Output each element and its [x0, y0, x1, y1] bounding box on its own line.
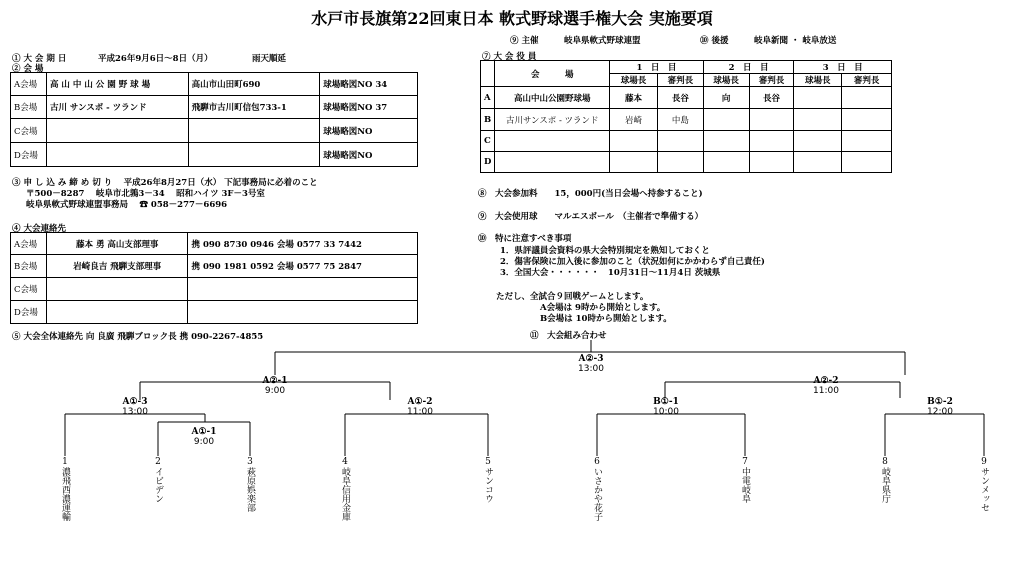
- host-name: 岐阜県軟式野球連盟: [564, 36, 641, 46]
- bracket-node-a21: [245, 376, 305, 396]
- team-number: 9: [981, 457, 987, 467]
- team-number: 1: [62, 457, 68, 467]
- bracket-node-a22: [796, 376, 856, 396]
- team-number: 6: [594, 457, 600, 467]
- application-deadline: ③ 申 し 込 み 締 め 切 り 平成26年8月27日（水） 下記事務局に必着のこと: [12, 178, 318, 188]
- officers-label: ⑦ 大 会 役 員: [482, 52, 537, 62]
- note-item: 3．全国大会・・・・・・ 10月31日～11月4日 茨城県: [500, 268, 721, 278]
- team-number: 7: [742, 457, 748, 467]
- bracket-node-final: [561, 354, 621, 374]
- note-extra: B会場は 10時から開始とします。: [540, 314, 672, 324]
- team-name: イビデン: [153, 467, 163, 503]
- venue-label: ② 会 場: [12, 64, 44, 74]
- note-item: 2．傷害保険に加入後に参加のこと（状況如何にかかわらず自己責任): [500, 257, 765, 267]
- officer-cell: 中島: [657, 109, 703, 131]
- contact-key: C会場: [11, 278, 47, 301]
- node-time: 11:00: [407, 407, 433, 417]
- team-name: 岐阜県庁: [880, 467, 890, 503]
- officer-cell: 向: [703, 87, 749, 109]
- team-entry: [482, 457, 494, 503]
- team-entry: [152, 457, 164, 503]
- officers-key: C: [481, 131, 495, 152]
- venue-key: A会場: [11, 73, 47, 96]
- team-entry: [244, 457, 256, 512]
- venue-map: 球場略図NO: [320, 119, 418, 143]
- node-time: 13:00: [122, 407, 148, 417]
- entry-fee: ⑧ 大会参加料 15，000円(当日会場へ持参すること): [478, 189, 703, 199]
- officers-venue: 高山中山公園野球場: [495, 87, 610, 109]
- team-name: 濃飛西濃運輸: [60, 467, 70, 521]
- host-label: ⑨ 主催: [510, 36, 539, 46]
- page-title: 水戸市長旗第22回東日本 軟式野球選手権大会 実施要項: [311, 9, 713, 28]
- team-name: 萩原娯楽部: [245, 467, 255, 512]
- team-number: 2: [155, 457, 161, 467]
- venue-key: B会場: [11, 96, 47, 119]
- team-name: 岐阜信用金庫: [340, 467, 350, 521]
- team-name: 中電岐阜: [740, 467, 750, 503]
- node-label: A①-2: [407, 397, 433, 407]
- venue-key: C会場: [11, 119, 47, 143]
- team-number: 4: [342, 457, 348, 467]
- sub-header: 球場長: [794, 74, 842, 87]
- day-header: 2 日 目: [703, 61, 794, 74]
- team-entry: [978, 457, 990, 512]
- team-number: 3: [247, 457, 253, 467]
- node-time: 12:00: [927, 407, 953, 417]
- sub-header: 審判長: [842, 74, 892, 87]
- schedule-rain: 雨天順延: [252, 54, 287, 64]
- team-entry: [59, 457, 71, 521]
- contact-name: 岩崎良吉 飛騨支部理事: [46, 255, 188, 278]
- bracket-node-b11: [636, 397, 696, 417]
- contact-name: 藤本 勇 高山支部理事: [46, 233, 188, 255]
- schedule-date: 平成26年9月6日～8日（月）: [98, 54, 213, 64]
- node-label: A②-1: [262, 376, 288, 386]
- bracket-node-b12: [910, 397, 970, 417]
- officers-venue: 古川サンスポ - ツランド: [495, 109, 610, 131]
- team-entry: [879, 457, 891, 503]
- node-label: A②-2: [813, 376, 839, 386]
- team-number: 5: [485, 457, 491, 467]
- officer-cell: 長谷: [657, 87, 703, 109]
- day-header: 1 日 目: [610, 61, 704, 74]
- contact-key: B会場: [11, 255, 47, 278]
- officers-venue-header: 会 場: [495, 61, 610, 87]
- venue-map: 球場略図NO 37: [320, 96, 418, 119]
- venue-map: 球場略図NO: [320, 143, 418, 167]
- venue-name: 古川 サンスポ - ツランド: [46, 96, 188, 119]
- support-name: 岐阜新聞 ・ 岐阜放送: [754, 36, 837, 46]
- team-entry: [339, 457, 351, 521]
- note-extra: A会場は 9時から開始とします。: [540, 303, 666, 313]
- contact-key: A会場: [11, 233, 47, 255]
- sub-header: 球場長: [703, 74, 749, 87]
- sub-header: 球場長: [610, 74, 658, 87]
- node-label: A②-3: [578, 354, 604, 364]
- support-label: ⑩ 後援: [700, 36, 729, 46]
- venue-name: 高 山 中 山 公 園 野 球 場: [46, 73, 188, 96]
- bracket-node-a12: [390, 397, 450, 417]
- officers-key: A: [481, 87, 495, 109]
- notes-label: ⑩ 特に注意すべき事項: [478, 234, 572, 244]
- ball-info: ⑨ 大会使用球 マルエスボール （主催者で準備する）: [478, 212, 704, 222]
- node-time: 9:00: [193, 437, 215, 447]
- node-label: A①-1: [191, 427, 217, 437]
- contact-phone: 携 090 8730 0946 会場 0577 33 7442: [188, 233, 418, 255]
- bracket-node-a13: [105, 397, 165, 417]
- sub-header: 審判長: [657, 74, 703, 87]
- node-label: B①-1: [653, 397, 679, 407]
- contacts-label: ④ 大会連絡先: [12, 224, 66, 234]
- application-office: 岐阜県軟式野球連盟事務局 ☎ 058－277－6696: [26, 200, 228, 210]
- team-name: サンコウ: [483, 467, 493, 503]
- overall-contact: ⑤ 大会全体連絡先 向 良廣 飛騨ブロック長 携 090-2267-4855: [12, 332, 264, 342]
- venue-key: D会場: [11, 143, 47, 167]
- officers-key: D: [481, 152, 495, 173]
- team-entry: [739, 457, 751, 503]
- node-label: B①-2: [927, 397, 953, 407]
- team-number: 8: [882, 457, 888, 467]
- team-entry: [591, 457, 603, 521]
- day-header: 3 日 目: [794, 61, 892, 74]
- node-time: 11:00: [813, 386, 839, 396]
- venue-map: 球場略図NO 34: [320, 73, 418, 96]
- node-time: 13:00: [578, 364, 604, 374]
- officers-key: B: [481, 109, 495, 131]
- sub-header: 審判長: [749, 74, 794, 87]
- note-item: 1．県評議員会資料の県大会特別規定を熟知しておくと: [500, 246, 710, 256]
- schedule-label: ① 大 会 期 日: [12, 54, 67, 64]
- node-label: A①-3: [122, 397, 148, 407]
- contact-phone: 携 090 1981 0592 会場 0577 75 2847: [188, 255, 418, 278]
- note-extra: ただし、全試合９回戦ゲームとします。: [496, 292, 649, 302]
- bracket-label: ⑪ 大会組み合わせ: [530, 331, 607, 341]
- team-name: サンメッセ: [979, 467, 989, 512]
- contact-key: D会場: [11, 301, 47, 324]
- node-time: 9:00: [264, 386, 286, 396]
- node-time: 10:00: [653, 407, 679, 417]
- application-address: 〒500－8287 岐阜市北鶉3－34 昭和ハイツ 3F－3号室: [26, 189, 265, 199]
- officer-cell: 岩崎: [610, 109, 658, 131]
- officer-cell: 藤本: [610, 87, 658, 109]
- venue-address: 飛騨市古川町信包733-1: [188, 96, 320, 119]
- venue-address: 高山市山田町690: [188, 73, 320, 96]
- bracket-node-a11: [174, 427, 234, 447]
- team-name: いさかや花子: [592, 467, 602, 521]
- officer-cell: 長谷: [749, 87, 794, 109]
